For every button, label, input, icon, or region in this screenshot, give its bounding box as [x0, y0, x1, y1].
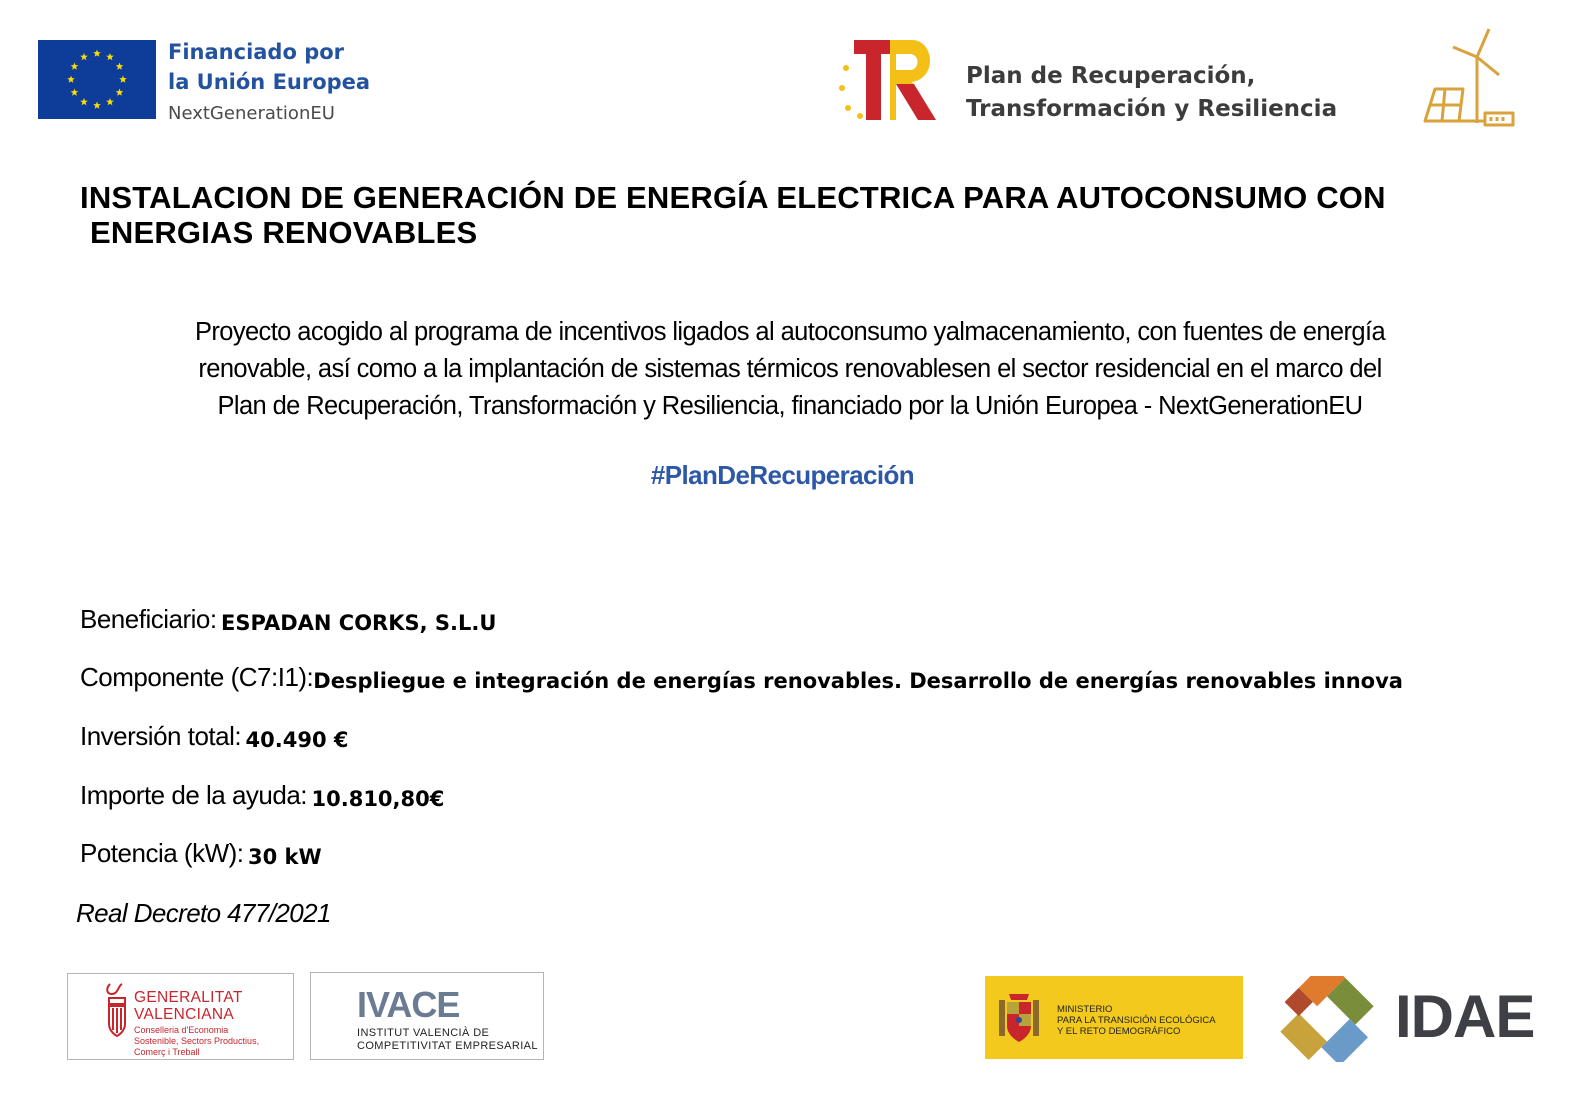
hashtag: #PlanDeRecuperación	[650, 460, 915, 490]
beneficiario-value: ESPADAN CORKS, S.L.U	[221, 611, 497, 635]
eu-star	[93, 102, 101, 109]
gva-sub-1: Conselleria d'Economia	[134, 1025, 229, 1035]
gva-sub-3: Comerç i Treball	[134, 1047, 200, 1057]
gva-line-2: VALENCIANA	[134, 1006, 235, 1023]
componente-label: Componente (C7:I1):	[80, 662, 314, 692]
eu-star	[116, 63, 124, 70]
ministerio-line-2: PARA LA TRANSICIÓN ECOLÓGICA	[1057, 1015, 1216, 1026]
wind-solar-battery-icon	[1415, 27, 1519, 129]
field-componente	[80, 662, 1492, 693]
ivace-subtitle	[357, 1027, 538, 1053]
eu-flag-icon	[38, 40, 156, 119]
project-line-1: Proyecto acogido al programa de incentivos ligados al autoconsumo yalmacenamiento, con fuentes de energía	[194, 318, 1386, 346]
ayuda-value: 10.810,80€	[311, 787, 445, 811]
field-ayuda	[80, 780, 1492, 811]
spain-coat-of-arms-icon	[995, 986, 1043, 1050]
beneficiario-label: Beneficiario:	[80, 604, 217, 634]
field-inversion	[80, 721, 1492, 752]
potencia-label: Potencia (kW):	[80, 838, 244, 868]
gva-crest-icon	[104, 980, 130, 1040]
eu-star	[71, 89, 79, 96]
eu-funding-text	[168, 37, 370, 129]
decree-reference: Real Decreto 477/2021	[76, 898, 331, 928]
eu-star	[116, 89, 124, 96]
gva-text	[134, 989, 259, 1058]
eu-star	[67, 76, 75, 83]
project-line-2: renovable, así como a la implantación de sistemas térmicos renovablesen el sector residencial en el marco del	[198, 355, 1382, 383]
eu-star	[106, 98, 114, 105]
gva-sub-2: Sostenible, Sectors Productius,	[134, 1036, 260, 1046]
prtr-line-1: Plan de Recuperación,	[966, 63, 1256, 89]
prtr-text	[966, 60, 1337, 126]
idae-mark-icon	[1266, 976, 1388, 1062]
ivace-logo	[310, 972, 544, 1060]
gva-line-1: GENERALITAT	[134, 989, 243, 1006]
prtr-line-2: Transformación y Resiliencia	[966, 96, 1338, 122]
ivace-wordmark: IVACE	[357, 984, 460, 1025]
inversion-value: 40.490 €	[245, 728, 349, 752]
ministerio-logo	[985, 976, 1243, 1059]
ministerio-text	[1057, 1004, 1216, 1037]
inversion-label: Inversión total:	[80, 721, 242, 751]
gva-logo	[67, 973, 294, 1060]
eu-star	[80, 53, 88, 60]
page-title	[80, 180, 1494, 250]
ivace-sub-2: COMPETITIVITAT EMPRESARIAL	[357, 1040, 538, 1052]
componente-value: Despliegue e integración de energías renovables. Desarrollo de energías renovables innova	[313, 669, 1403, 693]
eu-star	[71, 63, 79, 70]
title-line-1: INSTALACION DE GENERACIÓN DE ENERGÍA ELECTRICA PARA AUTOCONSUMO CON	[80, 180, 1386, 215]
idae-wordmark: IDAE	[1395, 983, 1535, 1050]
project-description	[70, 314, 1510, 425]
eu-star	[80, 98, 88, 105]
field-beneficiario	[80, 604, 1492, 635]
prtr-logo-icon	[838, 38, 940, 124]
ayuda-label: Importe de la ayuda:	[80, 780, 308, 810]
eu-star	[106, 53, 114, 60]
ministerio-line-1: MINISTERIO	[1057, 1004, 1113, 1015]
eu-line-1: Financiado por	[168, 40, 345, 64]
field-potencia	[80, 838, 1492, 869]
title-line-2: ENERGIAS RENOVABLES	[90, 215, 478, 250]
ivace-sub-1: INSTITUT VALENCIÀ DE	[357, 1027, 490, 1039]
eu-line-2: la Unión Europea	[168, 70, 371, 94]
project-line-3: Plan de Recuperación, Transformación y Resiliencia, financiado por la Unión Europea - NextGenerationEU	[217, 392, 1363, 420]
eu-star	[119, 76, 127, 83]
potencia-value: 30 kW	[247, 845, 322, 869]
eu-line-3: NextGenerationEU	[168, 103, 335, 124]
ministerio-line-3: Y EL RETO DEMOGRÁFICO	[1057, 1026, 1181, 1037]
eu-star	[93, 50, 101, 57]
